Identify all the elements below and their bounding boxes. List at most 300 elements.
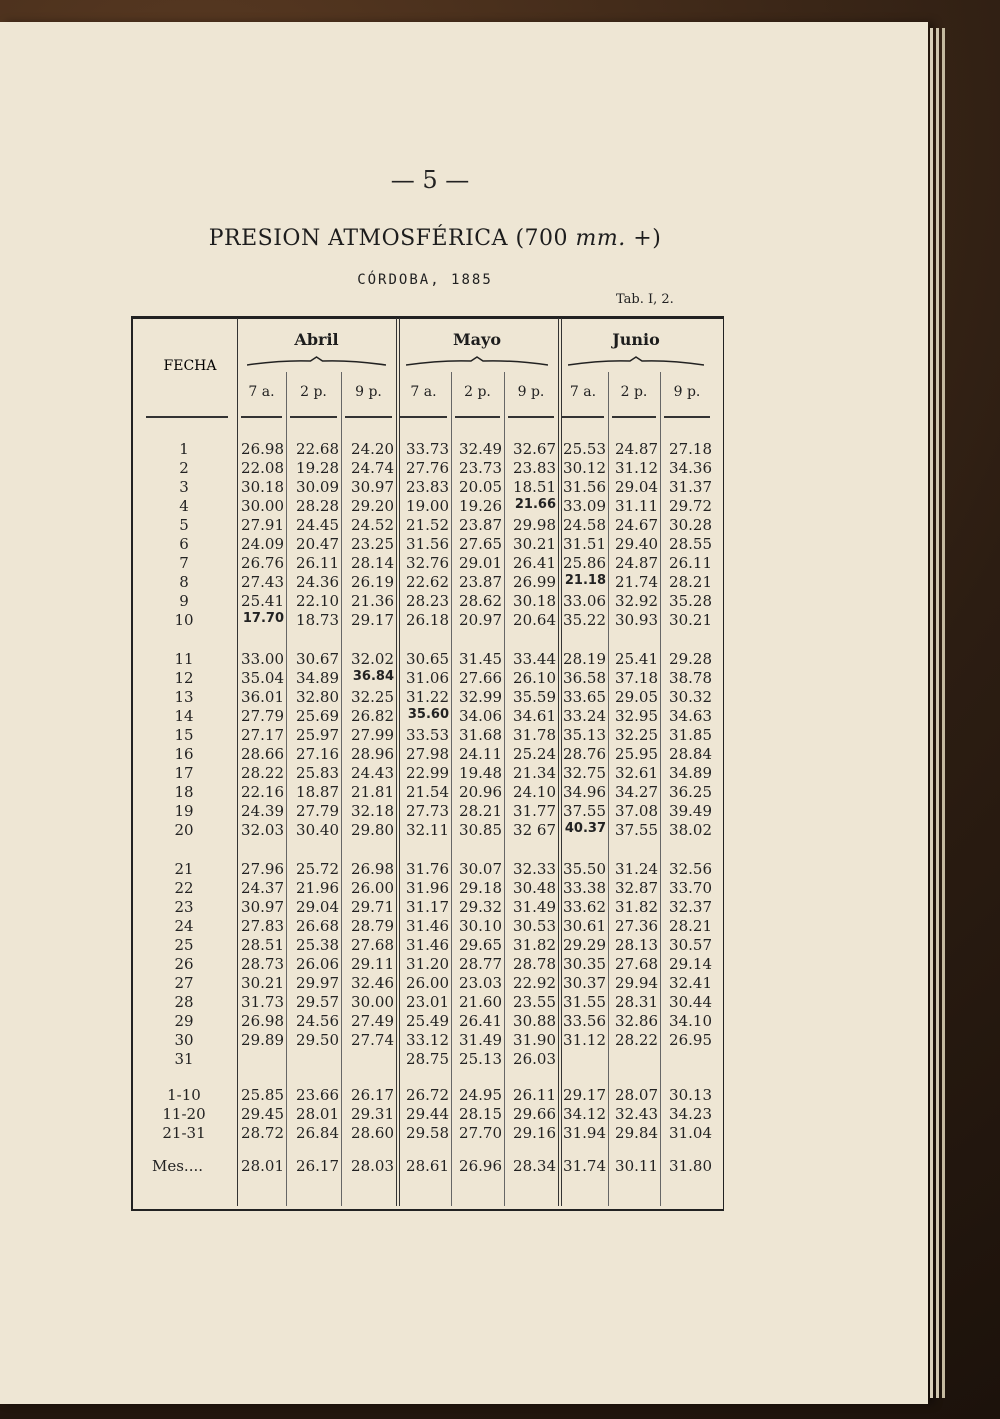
table-cell: 26.06 — [296, 955, 339, 973]
row-label: 21-31 — [162, 1124, 206, 1142]
table-cell: 34.89 — [296, 669, 339, 687]
table-cell: 18.51 — [513, 478, 556, 496]
row-label: 14 — [174, 707, 194, 725]
row-label: 13 — [174, 688, 194, 706]
page-title — [0, 226, 870, 251]
table-reference: Tab. I, 2. — [616, 292, 674, 307]
table-cell: 18.87 — [296, 783, 339, 801]
table-cell: 32.75 — [563, 764, 606, 782]
table-cell: 28.51 — [241, 936, 284, 954]
table-cell: 29.29 — [563, 936, 606, 954]
table-cell: 36.84 — [352, 669, 394, 684]
table-cell: 22.99 — [406, 764, 449, 782]
table-cell: 21.60 — [459, 993, 502, 1011]
table-cell: 26.10 — [513, 669, 556, 687]
table-cell: 34.63 — [669, 707, 712, 725]
column-subheader: 2 p. — [300, 384, 327, 400]
table-cell: 28.21 — [669, 917, 712, 935]
table-cell: 31.96 — [406, 879, 449, 897]
column-subheader: 9 p. — [355, 384, 382, 400]
table-cell: 32.76 — [406, 554, 449, 572]
table-cell: 22.62 — [406, 573, 449, 591]
table-cell: 29.04 — [296, 898, 339, 916]
table-cell: 33.56 — [563, 1012, 606, 1030]
table-cell: 28.01 — [241, 1157, 284, 1175]
table-cell: 29.16 — [513, 1124, 556, 1142]
table-cell: 38.78 — [669, 669, 712, 687]
table-cell: 32.43 — [615, 1105, 658, 1123]
table-cell: 32.95 — [615, 707, 658, 725]
table-cell: 22.16 — [241, 783, 284, 801]
table-cell: 22.68 — [296, 440, 339, 458]
table-cell: 29.45 — [241, 1105, 284, 1123]
table-cell: 23.83 — [406, 478, 449, 496]
table-cell: 31.68 — [459, 726, 502, 744]
table-cell: 29.84 — [615, 1124, 658, 1142]
table-cell: 32.41 — [669, 974, 712, 992]
table-cell: 24.67 — [615, 516, 658, 534]
row-label: 1-10 — [167, 1086, 201, 1104]
row-label: 31 — [174, 1050, 194, 1068]
table-cell: 31.12 — [563, 1031, 606, 1049]
row-label: 16 — [174, 745, 194, 763]
table-cell: 24.09 — [241, 535, 284, 553]
table-cell: 35.13 — [563, 726, 606, 744]
table-cell: 35.28 — [669, 592, 712, 610]
table-cell: 28.13 — [615, 936, 658, 954]
table-cell: 30.11 — [615, 1157, 658, 1175]
table-cell: 27.68 — [615, 955, 658, 973]
table-cell: 29.32 — [459, 898, 502, 916]
table-cell: 29.05 — [615, 688, 658, 706]
table-cell: 27.16 — [296, 745, 339, 763]
row-label: 4 — [179, 497, 189, 515]
table-cell: 24.95 — [459, 1086, 502, 1104]
month-header: Mayo — [452, 330, 502, 349]
table-cell: 26.41 — [459, 1012, 502, 1030]
table-cell: 27.74 — [351, 1031, 394, 1049]
table-cell: 26.68 — [296, 917, 339, 935]
table-cell: 32.80 — [296, 688, 339, 706]
table-cell: 27.43 — [241, 573, 284, 591]
table-cell: 24.20 — [351, 440, 394, 458]
table-cell: 24.43 — [351, 764, 394, 782]
table-cell: 31.49 — [513, 898, 556, 916]
table-cell: 25.13 — [459, 1050, 502, 1068]
table-cell: 24.10 — [513, 783, 556, 801]
row-label: 1 — [179, 440, 189, 458]
row-label: 30 — [174, 1031, 194, 1049]
table-cell: 29.65 — [459, 936, 502, 954]
row-label: 17 — [174, 764, 194, 782]
column-subheader: 9 p. — [517, 384, 545, 400]
table-cell: 31.56 — [406, 535, 449, 553]
table-cell: 28.15 — [459, 1105, 502, 1123]
table-cell: 26.00 — [406, 974, 449, 992]
row-label: 11-20 — [162, 1105, 206, 1123]
table-cell: 40.37 — [564, 821, 606, 836]
header-rule — [345, 416, 392, 418]
table-cell: 21.54 — [406, 783, 449, 801]
table-cell: 33.53 — [406, 726, 449, 744]
table-cell: 31.04 — [669, 1124, 712, 1142]
table-cell: 23.73 — [459, 459, 502, 477]
table-cell: 18.73 — [296, 611, 339, 629]
header-rule — [290, 416, 337, 418]
table-cell: 30.00 — [241, 497, 284, 515]
table-cell: 23.25 — [351, 535, 394, 553]
table-cell: 33.62 — [563, 898, 606, 916]
table-cell: 27.76 — [406, 459, 449, 477]
table-cell: 28.75 — [406, 1050, 449, 1068]
row-label: 29 — [174, 1012, 194, 1030]
table-cell: 28.73 — [241, 955, 284, 973]
table-cell: 29.57 — [296, 993, 339, 1011]
table-cell: 27.79 — [296, 802, 339, 820]
table-cell: 29.14 — [669, 955, 712, 973]
table-cell: 29.89 — [241, 1031, 284, 1049]
table-cell: 34.06 — [459, 707, 502, 725]
table-cell: 34.23 — [669, 1105, 712, 1123]
table-cell: 26.11 — [513, 1086, 556, 1104]
table-cell: 29.72 — [669, 497, 712, 515]
table-cell: 32.25 — [615, 726, 658, 744]
table-cell: 28.22 — [241, 764, 284, 782]
table-cell: 32 67 — [513, 821, 556, 839]
table-cell: 32.33 — [513, 860, 556, 878]
row-label: 27 — [174, 974, 194, 992]
table-cell: 33.24 — [563, 707, 606, 725]
table-cell: 26.82 — [351, 707, 394, 725]
table-cell: 31.80 — [669, 1157, 712, 1175]
table-cell: 28.77 — [459, 955, 502, 973]
table-cell: 22.10 — [296, 592, 339, 610]
table-cell: 34.10 — [669, 1012, 712, 1030]
table-cell: 30.18 — [513, 592, 556, 610]
table-cell: 28.62 — [459, 592, 502, 610]
table-cell: 34.12 — [563, 1105, 606, 1123]
table-cell: 36.25 — [669, 783, 712, 801]
table-cell: 28.78 — [513, 955, 556, 973]
table-cell: 30.18 — [241, 478, 284, 496]
table-cell: 26.95 — [669, 1031, 712, 1049]
table-cell: 29.17 — [563, 1086, 606, 1104]
table-cell: 34.61 — [513, 707, 556, 725]
table-cell: 33.06 — [563, 592, 606, 610]
title-suffix: +) — [625, 226, 662, 251]
brace-icon — [406, 356, 548, 366]
table-cell: 24.37 — [241, 879, 284, 897]
table-cell: 24.87 — [615, 554, 658, 572]
row-label: 12 — [174, 669, 194, 687]
table-cell: 24.36 — [296, 573, 339, 591]
table-cell: 33.70 — [669, 879, 712, 897]
table-cell: 29.58 — [406, 1124, 449, 1142]
table-cell: 20.97 — [459, 611, 502, 629]
column-subheader: 7 a. — [410, 384, 437, 400]
page-number: — 5 — — [390, 166, 470, 194]
table-cell: 30.88 — [513, 1012, 556, 1030]
table-cell: 29.44 — [406, 1105, 449, 1123]
table-cell: 30.09 — [296, 478, 339, 496]
brace-icon — [568, 356, 704, 366]
row-label: 7 — [179, 554, 189, 572]
row-label: 22 — [174, 879, 194, 897]
table-cell: 25.41 — [615, 650, 658, 668]
table-cell: 23.87 — [459, 573, 502, 591]
table-cell: 29.98 — [513, 516, 556, 534]
table-cell: 30.28 — [669, 516, 712, 534]
row-label: 6 — [179, 535, 189, 553]
table-cell: 25.97 — [296, 726, 339, 744]
table-cell: 32.37 — [669, 898, 712, 916]
table-cell: 29.40 — [615, 535, 658, 553]
table-cell: 28.60 — [351, 1124, 394, 1142]
table-cell: 30.61 — [563, 917, 606, 935]
table-cell: 31.17 — [406, 898, 449, 916]
title-unit: mm. — [575, 226, 626, 251]
row-label: 18 — [174, 783, 194, 801]
table-cell: 30.21 — [241, 974, 284, 992]
row-label: 26 — [174, 955, 194, 973]
table-cell: 22.08 — [241, 459, 284, 477]
table-cell: 34.89 — [669, 764, 712, 782]
table-cell: 32.18 — [351, 802, 394, 820]
table-cell: 26.98 — [351, 860, 394, 878]
column-subheader: 9 p. — [673, 384, 701, 400]
table-cell: 26.98 — [241, 440, 284, 458]
brace-icon — [247, 356, 386, 366]
table-cell: 19.26 — [459, 497, 502, 515]
table-cell: 21.81 — [351, 783, 394, 801]
table-cell: 29.28 — [669, 650, 712, 668]
table-cell: 31.94 — [563, 1124, 606, 1142]
table-cell: 28.61 — [406, 1157, 449, 1175]
table-cell: 28.21 — [669, 573, 712, 591]
table-cell: 31.56 — [563, 478, 606, 496]
table-cell: 24.11 — [459, 745, 502, 763]
table-cell: 30.85 — [459, 821, 502, 839]
table-cell: 30.32 — [669, 688, 712, 706]
table-cell: 26.00 — [351, 879, 394, 897]
header-rule — [455, 416, 500, 418]
table-cell: 30.12 — [563, 459, 606, 477]
table-cell: 31.45 — [459, 650, 502, 668]
table-cell: 35.22 — [563, 611, 606, 629]
row-label: 8 — [179, 573, 189, 591]
table-cell: 34.96 — [563, 783, 606, 801]
table-cell: 26.76 — [241, 554, 284, 572]
table-cell: 26.11 — [669, 554, 712, 572]
table-cell: 25.38 — [296, 936, 339, 954]
header-rule — [612, 416, 656, 418]
table-cell: 31.12 — [615, 459, 658, 477]
header-rule — [664, 416, 710, 418]
table-cell: 26.96 — [459, 1157, 502, 1175]
table-cell: 25.86 — [563, 554, 606, 572]
header-rule — [400, 416, 447, 418]
table-cell: 28.31 — [615, 993, 658, 1011]
table-cell: 28.34 — [513, 1157, 556, 1175]
table-cell: 36.58 — [563, 669, 606, 687]
table-cell: 32.67 — [513, 440, 556, 458]
table-cell: 23.55 — [513, 993, 556, 1011]
table-cell: 33.65 — [563, 688, 606, 706]
row-label: 9 — [179, 592, 189, 610]
table-cell: 17.70 — [242, 611, 284, 626]
table-cell: 27.65 — [459, 535, 502, 553]
row-label: 20 — [174, 821, 194, 839]
table-cell: 31.24 — [615, 860, 658, 878]
table-cell: 30.93 — [615, 611, 658, 629]
row-label: 21 — [174, 860, 194, 878]
table-cell: 28.23 — [406, 592, 449, 610]
table-cell: 24.56 — [296, 1012, 339, 1030]
table-cell: 31.90 — [513, 1031, 556, 1049]
table-cell: 23.01 — [406, 993, 449, 1011]
table-cell: 31.46 — [406, 936, 449, 954]
table-cell: 31.11 — [615, 497, 658, 515]
table-cell: 27.96 — [241, 860, 284, 878]
row-label: 25 — [174, 936, 194, 954]
table-cell: 29.66 — [513, 1105, 556, 1123]
table-cell: 26.17 — [296, 1157, 339, 1175]
table-cell: 36.01 — [241, 688, 284, 706]
table-cell: 26.18 — [406, 611, 449, 629]
table-cell: 20.47 — [296, 535, 339, 553]
table-cell: 30.21 — [669, 611, 712, 629]
table-cell: 26.03 — [513, 1050, 556, 1068]
table-cell: 30.37 — [563, 974, 606, 992]
fecha-header: FECHA — [163, 358, 217, 374]
table-cell: 28.01 — [296, 1105, 339, 1123]
header-rule — [562, 416, 604, 418]
table-cell: 29.50 — [296, 1031, 339, 1049]
table-cell: 29.01 — [459, 554, 502, 572]
table-cell: 34.27 — [615, 783, 658, 801]
table-cell: 37.08 — [615, 802, 658, 820]
table-cell: 27.98 — [406, 745, 449, 763]
table-cell: 26.84 — [296, 1124, 339, 1142]
table-cell: 32.46 — [351, 974, 394, 992]
table-cell: 24.52 — [351, 516, 394, 534]
page-edge — [936, 28, 939, 1398]
table-cell: 28.79 — [351, 917, 394, 935]
table-cell: 31.85 — [669, 726, 712, 744]
table-cell: 30.67 — [296, 650, 339, 668]
table-cell: 27.36 — [615, 917, 658, 935]
page-edge — [942, 28, 945, 1398]
table-cell: 26.11 — [296, 554, 339, 572]
table-cell: 31.82 — [615, 898, 658, 916]
table-cell: 30.44 — [669, 993, 712, 1011]
table-cell: 29.11 — [351, 955, 394, 973]
row-label: 28 — [174, 993, 194, 1011]
table-cell: 31.20 — [406, 955, 449, 973]
table-cell: 28.14 — [351, 554, 394, 572]
table-cell: 30.97 — [351, 478, 394, 496]
table-cell: 24.39 — [241, 802, 284, 820]
table-cell: 29.20 — [351, 497, 394, 515]
table-cell: 39.49 — [669, 802, 712, 820]
table-cell: 23.03 — [459, 974, 502, 992]
table-cell: 27.99 — [351, 726, 394, 744]
table-cell: 25.83 — [296, 764, 339, 782]
table-cell: 31.76 — [406, 860, 449, 878]
table-cell: 28.28 — [296, 497, 339, 515]
table-cell: 37.18 — [615, 669, 658, 687]
table-cell: 26.17 — [351, 1086, 394, 1104]
table-cell: 20.96 — [459, 783, 502, 801]
table-cell: 29.04 — [615, 478, 658, 496]
table-cell: 24.58 — [563, 516, 606, 534]
table-cell: 33.44 — [513, 650, 556, 668]
table-cell: 23.83 — [513, 459, 556, 477]
table-cell: 28.07 — [615, 1086, 658, 1104]
table-cell: 33.09 — [563, 497, 606, 515]
table-cell: 24.74 — [351, 459, 394, 477]
page-edge — [930, 28, 933, 1398]
table-cell: 30.57 — [669, 936, 712, 954]
table-cell: 31.06 — [406, 669, 449, 687]
table-cell: 30.65 — [406, 650, 449, 668]
table-cell: 21.52 — [406, 516, 449, 534]
row-label: 2 — [179, 459, 189, 477]
table-cell: 31.73 — [241, 993, 284, 1011]
table-cell: 38.02 — [669, 821, 712, 839]
table-cell: 20.64 — [513, 611, 556, 629]
table-cell: 26.19 — [351, 573, 394, 591]
table-cell: 28.96 — [351, 745, 394, 763]
table-cell: 30.35 — [563, 955, 606, 973]
table-cell: 28.66 — [241, 745, 284, 763]
table-cell: 35.59 — [513, 688, 556, 706]
row-label: 15 — [174, 726, 194, 744]
table-cell: 32.87 — [615, 879, 658, 897]
row-label: 5 — [179, 516, 189, 534]
table-cell: 28.21 — [459, 802, 502, 820]
table-cell: 33.00 — [241, 650, 284, 668]
table-cell: 19.28 — [296, 459, 339, 477]
column-subheader: 7 a. — [569, 384, 597, 400]
table-cell: 31.49 — [459, 1031, 502, 1049]
table-cell: 37.55 — [563, 802, 606, 820]
table-cell: 30.00 — [351, 993, 394, 1011]
table-cell: 37.55 — [615, 821, 658, 839]
table-cell: 29.18 — [459, 879, 502, 897]
table-cell: 33.73 — [406, 440, 449, 458]
table-cell: 31.82 — [513, 936, 556, 954]
table-cell: 27.79 — [241, 707, 284, 725]
table-cell: 27.73 — [406, 802, 449, 820]
header-rule — [146, 416, 228, 418]
table-cell: 25.85 — [241, 1086, 284, 1104]
month-header: Junio — [612, 330, 660, 349]
table-cell: 25.53 — [563, 440, 606, 458]
table-cell: 21.34 — [513, 764, 556, 782]
table-cell: 32.99 — [459, 688, 502, 706]
table-cell: 32.92 — [615, 592, 658, 610]
table-cell: 29.80 — [351, 821, 394, 839]
table-cell: 25.69 — [296, 707, 339, 725]
table-cell: 34.36 — [669, 459, 712, 477]
table-cell: 30.97 — [241, 898, 284, 916]
row-label: 10 — [174, 611, 194, 629]
table-cell: 32.11 — [406, 821, 449, 839]
table-cell: 31.78 — [513, 726, 556, 744]
table-cell: 21.96 — [296, 879, 339, 897]
table-cell: 21.36 — [351, 592, 394, 610]
